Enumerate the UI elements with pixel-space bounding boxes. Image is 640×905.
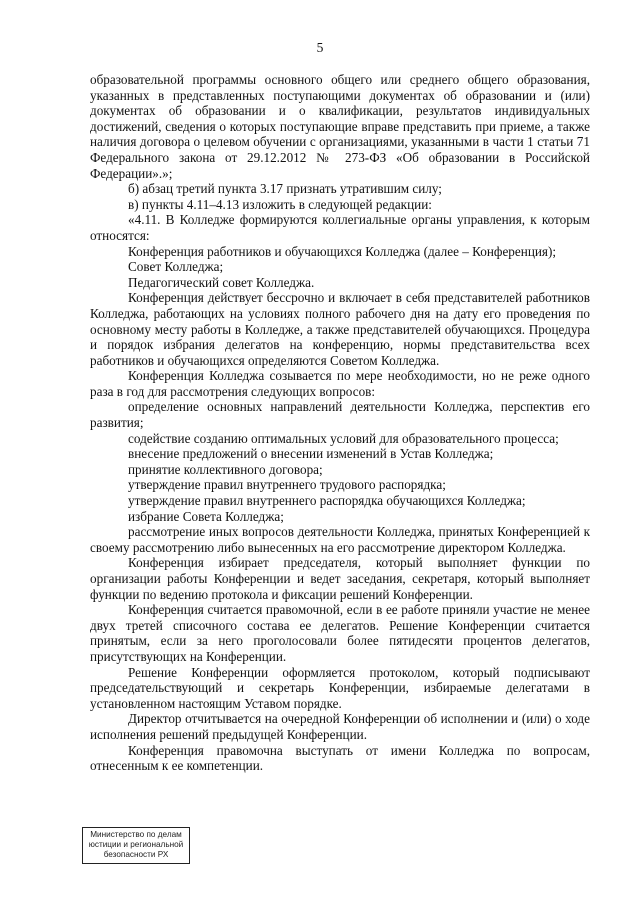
- list-item: утверждение правил внутреннего распорядка обучающихся Колледжа;: [128, 493, 526, 509]
- list-item: утверждение правил внутреннего трудового распорядка;: [128, 477, 446, 493]
- list-item: содействие созданию оптимальных условий для образовательного процесса;: [128, 430, 559, 446]
- paragraph: в) пункты 4.11–4.13 изложить в следующей редакции:: [128, 196, 432, 212]
- paragraph: Конференция избирает председателя, который выполняет функции по организации работы Конференции и ведет заседания, секретаря, который выполняет функции по ведению протокола и фиксации решений Конференции.: [90, 555, 590, 602]
- document-body: [90, 72, 590, 774]
- paragraph: Конференция действует бессрочно и включает в себя представителей работников Колледжа, работающих на условиях полного рабочего дня на дату его проведения по основному месту работы в Колледже, а также представителей обучающихся. Процедура и порядок избрания делегатов на конференцию, нормы представительства всех работников и обучающихся определяются Советом Колледжа.: [90, 290, 590, 368]
- paragraph: образовательной программы основного общего или среднего общего образования, указанных в представленных поступающими документах об образовании и (или) документах об образовании и о квалификации, результатов индивидуальных достижений, сведения о которых поступающие вправе представить при приеме, а также наличия договора о целевом обучении с организациями, указанными в части 1 статьи 71 Федерального закона от 29.12.2012 № 273-ФЗ «Об образовании в Российской Федерации».»;: [90, 72, 590, 181]
- list-item: внесение предложений о внесении изменений в Устав Колледжа;: [128, 446, 494, 462]
- list-item: принятие коллективного договора;: [128, 461, 323, 477]
- paragraph: Конференция считается правомочной, если в ее работе приняли участие не менее двух третей списочного состава ее делегатов. Решение Конференции считается принятым, если за него проголосовали более пятидесяти процентов делегатов, присутствующих на Конференции.: [90, 602, 590, 664]
- stamp-line: Министерство по делам: [90, 830, 182, 839]
- page-number: 5: [316, 40, 324, 55]
- paragraph: Педагогический совет Колледжа.: [128, 274, 315, 290]
- paragraph: «4.11. В Колледже формируются коллегиальные органы управления, к которым относятся:: [90, 212, 590, 243]
- paragraph: Конференция работников и обучающихся Колледжа (далее – Конференция);: [128, 243, 557, 259]
- stamp-line: юстиции и региональной: [88, 840, 184, 849]
- list-item: избрание Совета Колледжа;: [128, 508, 284, 524]
- paragraph: Конференция правомочна выступать от имени Колледжа по вопросам, отнесенным к ее компетенции.: [90, 742, 590, 774]
- paragraph: Совет Колледжа;: [128, 259, 224, 275]
- paragraph: Решение Конференции оформляется протоколом, который подписывают председательствующий и секретарь Конференции, избираемые делегатами в установленном настоящим Уставом порядке.: [90, 664, 590, 711]
- registration-stamp: [82, 827, 190, 864]
- paragraph: Конференция Колледжа созывается по мере необходимости, но не реже одного раза в год для рассмотрения следующих вопросов:: [90, 368, 590, 399]
- paragraph: б) абзац третий пункта 3.17 признать утратившим силу;: [128, 181, 442, 197]
- list-item: рассмотрение иных вопросов деятельности Колледжа, принятых Конференцией к своему рассмотрению либо вынесенных на его рассмотрение директором Колледжа.: [90, 524, 590, 555]
- paragraph: Директор отчитывается на очередной Конференции об исполнении и (или) о ходе исполнения решений предыдущей Конференции.: [90, 711, 590, 742]
- stamp-line: безопасности РХ: [103, 850, 169, 859]
- list-item: определение основных направлений деятельности Колледжа, перспектив его развития;: [90, 399, 590, 431]
